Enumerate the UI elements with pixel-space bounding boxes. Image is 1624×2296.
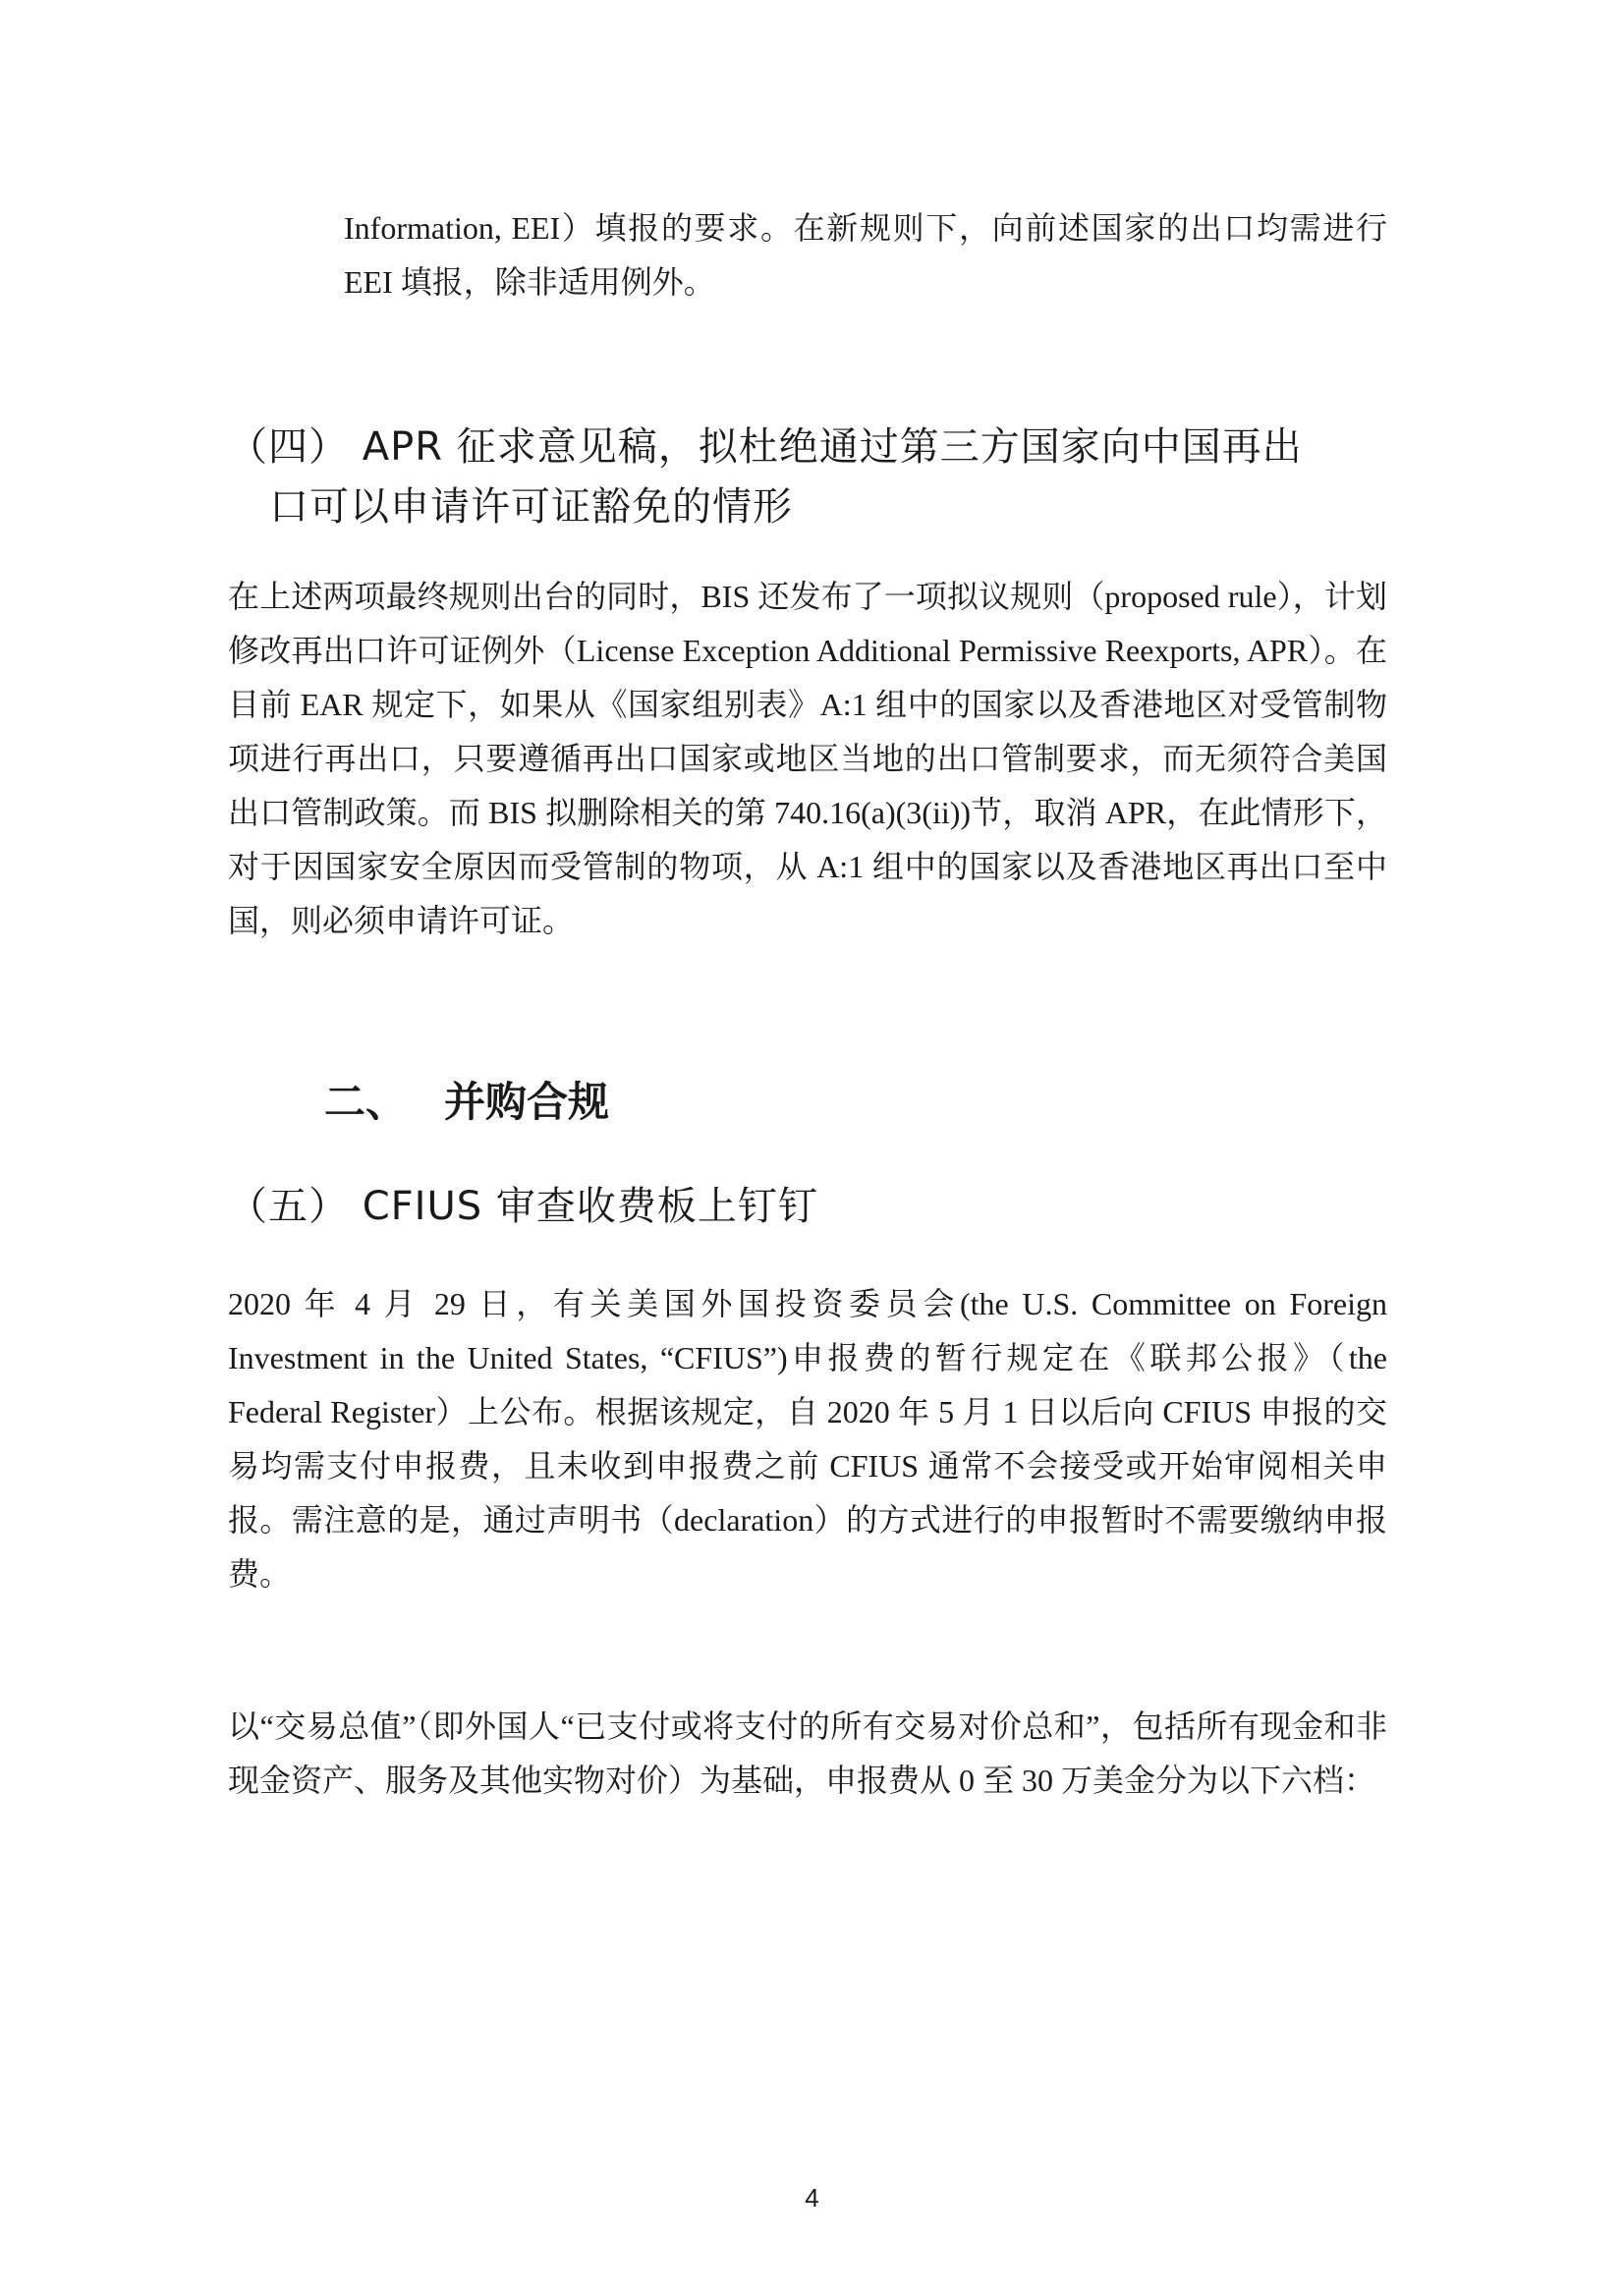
section-4-paragraph: 在上述两项最终规则出台的同时，BIS 还发布了一项拟议规则（proposed rule），计划修改再出口许可证例外（License Exception Additional Permissive Reexports, APR）。在目前 EAR 规定下，如果从《国家组别表》A:1 组中的国家以及香港地区对受管制物项进行再出口，只要遵循再出口国家或地区当地的出口管制要求，而无须符合美国出口管制政策。而 BIS 拟删除相关的第 740.16(a)(3(ii))节，取消 APR，在此情形下，对于因国家安全原因而受管制的物项，从 A:1 组中的国家以及香港地区再出口至中国，则必须申请许可证。 — [228, 579, 1387, 938]
section-4-heading — [228, 418, 1387, 537]
part-2-heading — [324, 1073, 1208, 1132]
section-5-paragraph-2: 以“交易总值”（即外国人“已支付或将支付的所有交易对价总和”，包括所有现金和非现金资产、服务及其他实物对价）为基础，申报费从 0 至 30 万美金分为以下六档： — [228, 1708, 1387, 1798]
section-5-heading: （五） CFIUS 审查收费板上钉钉 — [228, 1184, 818, 1229]
part-2-number: 二、 — [324, 1078, 408, 1126]
part-2-title: 并购合规 — [444, 1078, 610, 1126]
section-4-heading-line-1: （四） APR 征求意见稿，拟杜绝通过第三方国家向中国再出 — [228, 424, 1303, 470]
section-4-heading-line-2: 口可以申请许可证豁免的情形 — [269, 484, 793, 530]
section-5-paragraph-1: 2020 年 4 月 29 日，有关美国外国投资委员会(the U.S. Committee on Foreign Investment in the United States, “CFIUS”)申报费的暂行规定在《联邦公报》（the Federal Register）上公布。根据该规定，自 2020 年 5 月 1 日以后向 CFIUS 申报的交易均需支付申报费，且未收到申报费之前 CFIUS 通常不会接受或开始审阅相关申报。需注意的是，通过声明书（declaration）的方式进行的申报暂时不需要缴纳申报费。 — [228, 1286, 1387, 1592]
continuation-paragraph: Information, EEI）填报的要求。在新规则下，向前述国家的出口均需进行 EEI 填报，除非适用例外。 — [344, 210, 1387, 300]
page-number: 4 — [805, 2183, 819, 2212]
